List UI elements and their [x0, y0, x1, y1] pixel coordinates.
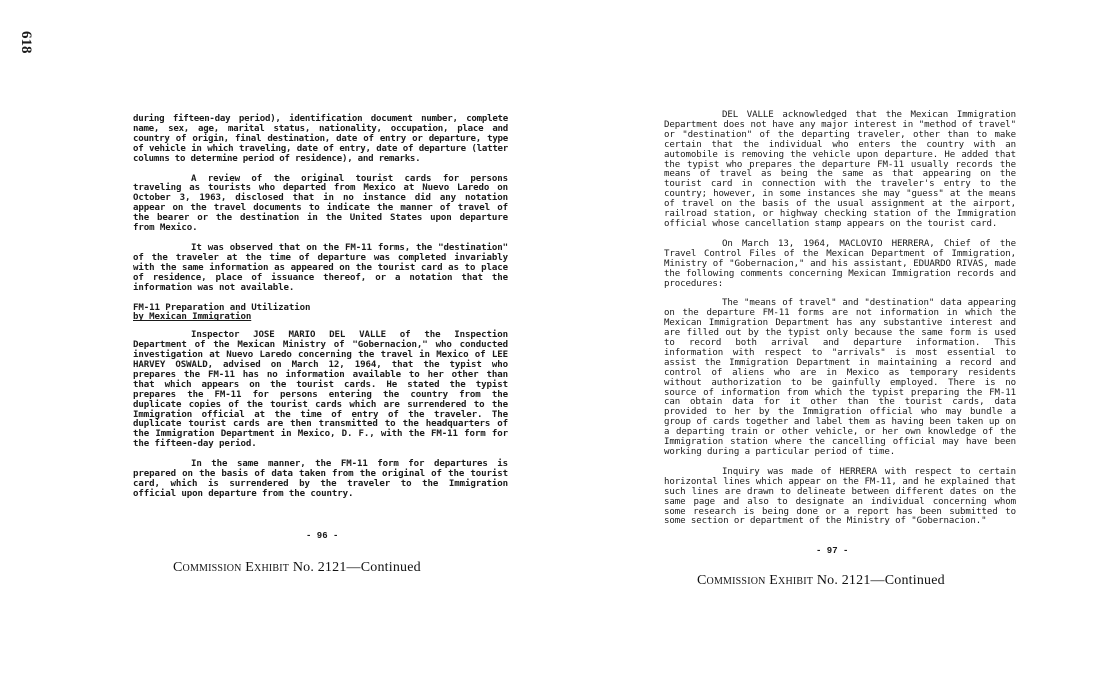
left-paragraph-3: It was observed that on the FM-11 forms, the "destination" of the traveler at the time of departure was completed invariably with the same information as appeared on the tourist card as to place of residence, place of issuance thereof, or a notation that the information was not available.: [133, 242, 508, 293]
section-heading-line-2: by Mexican Immigration: [133, 312, 252, 323]
right-paragraph-2: On March 13, 1964, MACLOVIO HERRERA, Chief of the Travel Control Files of the Mexican Department of Immigration, Ministry of "Gobernacion," and his assistant, EDUARDO RIVAS, made the following comments concerning Mexican Immigration records and procedures:: [664, 238, 1016, 289]
left-paragraph-1: during fifteen-day period), identification document number, complete name, sex, age, marital status, nationality, occupation, place and country of origin, final destination, date of entry or departure, type of vehicle in which traveling, date of entry, date of departure (latter columns to determine period of residence), and remarks.: [133, 114, 508, 164]
section-heading: [133, 304, 508, 324]
right-paragraph-3: The "means of travel" and "destination" data appearing on the departure FM-11 forms are not information in which the Mexican Immigration Department has any substantive interest and are filled out by the typist only because the same form is used to record both arrival and departure information. This information with respect to "arrivals" is most essential to assist the Immigration Department in maintaining a record and control of aliens who are in Mexico as temporary residents without authorization to be gainfully employed. There is no source of information from which the typist preparing the FM-11 can obtain data for it other than the tourist cards, data provided to her by the Immigration official who may bundle a group of cards together and label them as having been taken up on a departing train or other vehicle, or her own knowledge of the Immigration station where the cancelling official may have been working during a particular period of time.: [664, 298, 1016, 457]
right-exhibit-caption: [697, 573, 945, 589]
book-page-number: 618: [18, 31, 34, 54]
left-caption-prefix: Commission Exhibit: [173, 560, 290, 575]
left-page-footer-number: - 96 -: [306, 531, 339, 541]
right-caption-suffix: No. 2121—Continued: [816, 573, 945, 588]
right-paragraph-4: Inquiry was made of HERRERA with respect to certain horizontal lines which appear on the FM-11, and he explained that such lines are drawn to delineate between different dates on the same page and also to designate an individual concerning whom some research is being done or a report has been submitted to some section or department of the Ministry of "Gobernacion.": [664, 466, 1016, 527]
left-caption-suffix: No. 2121—Continued: [292, 560, 421, 575]
right-caption-prefix: Commission Exhibit: [697, 573, 814, 588]
right-page-text: [664, 111, 1016, 537]
right-page-footer-number: - 97 -: [816, 546, 849, 556]
left-page-text: [133, 115, 508, 510]
left-exhibit-caption: [173, 560, 421, 576]
left-paragraph-5: In the same manner, the FM-11 form for departures is prepared on the basis of data taken from the original of the tourist card, which is surrendered by the traveler to the Immigration official upon departure from the country.: [133, 459, 508, 499]
right-paragraph-1: DEL VALLE acknowledged that the Mexican Immigration Department does not have any major interest in "method of travel" or "destination" of the departing traveler, other than to make certain that the individual who enters the country with an automobile is removing the vehicle upon departure. He added that the typist who prepares the departure FM-11 usually records the means of travel as being the same as that appearing on the tourist card in connection with the traveler's entry to the country; however, in some instances she may "guess" at the means of travel on the basis of the usual assignment at the airport, railroad station, or highway checking station of the Immigration official whose cancellation stamp appears on the tourist card.: [664, 110, 1016, 229]
left-paragraph-4: Inspector JOSE MARIO DEL VALLE of the Inspection Department of the Mexican Ministry of "Gobernacion," who conducted investigation at Nuevo Laredo concerning the travel in Mexico of LEE HARVEY OSWALD, advised on March 12, 1964, that the typist who prepares the FM-11 has no information available to her other than that which appears on the tourist cards. He stated the typist prepares the FM-11 for persons entering the country from the duplicate copies of the tourist cards which are surrendered to the Immigration official at the time of entry of the traveler. The duplicate tourist cards are then transmitted to the headquarters of the Immigration Department in Mexico, D. F., with the FM-11 form for the fifteen-day period.: [133, 330, 508, 450]
left-paragraph-2: A review of the original tourist cards for persons traveling as tourists who departed from Mexico at Nuevo Laredo on October 3, 1963, disclosed that in no instance did any notation appear on the travel documents to indicate the manner of travel of the bearer or the destination in the United States upon departure from Mexico.: [133, 173, 508, 234]
section-heading-line-1: FM-11 Preparation and Utilization: [133, 302, 311, 313]
